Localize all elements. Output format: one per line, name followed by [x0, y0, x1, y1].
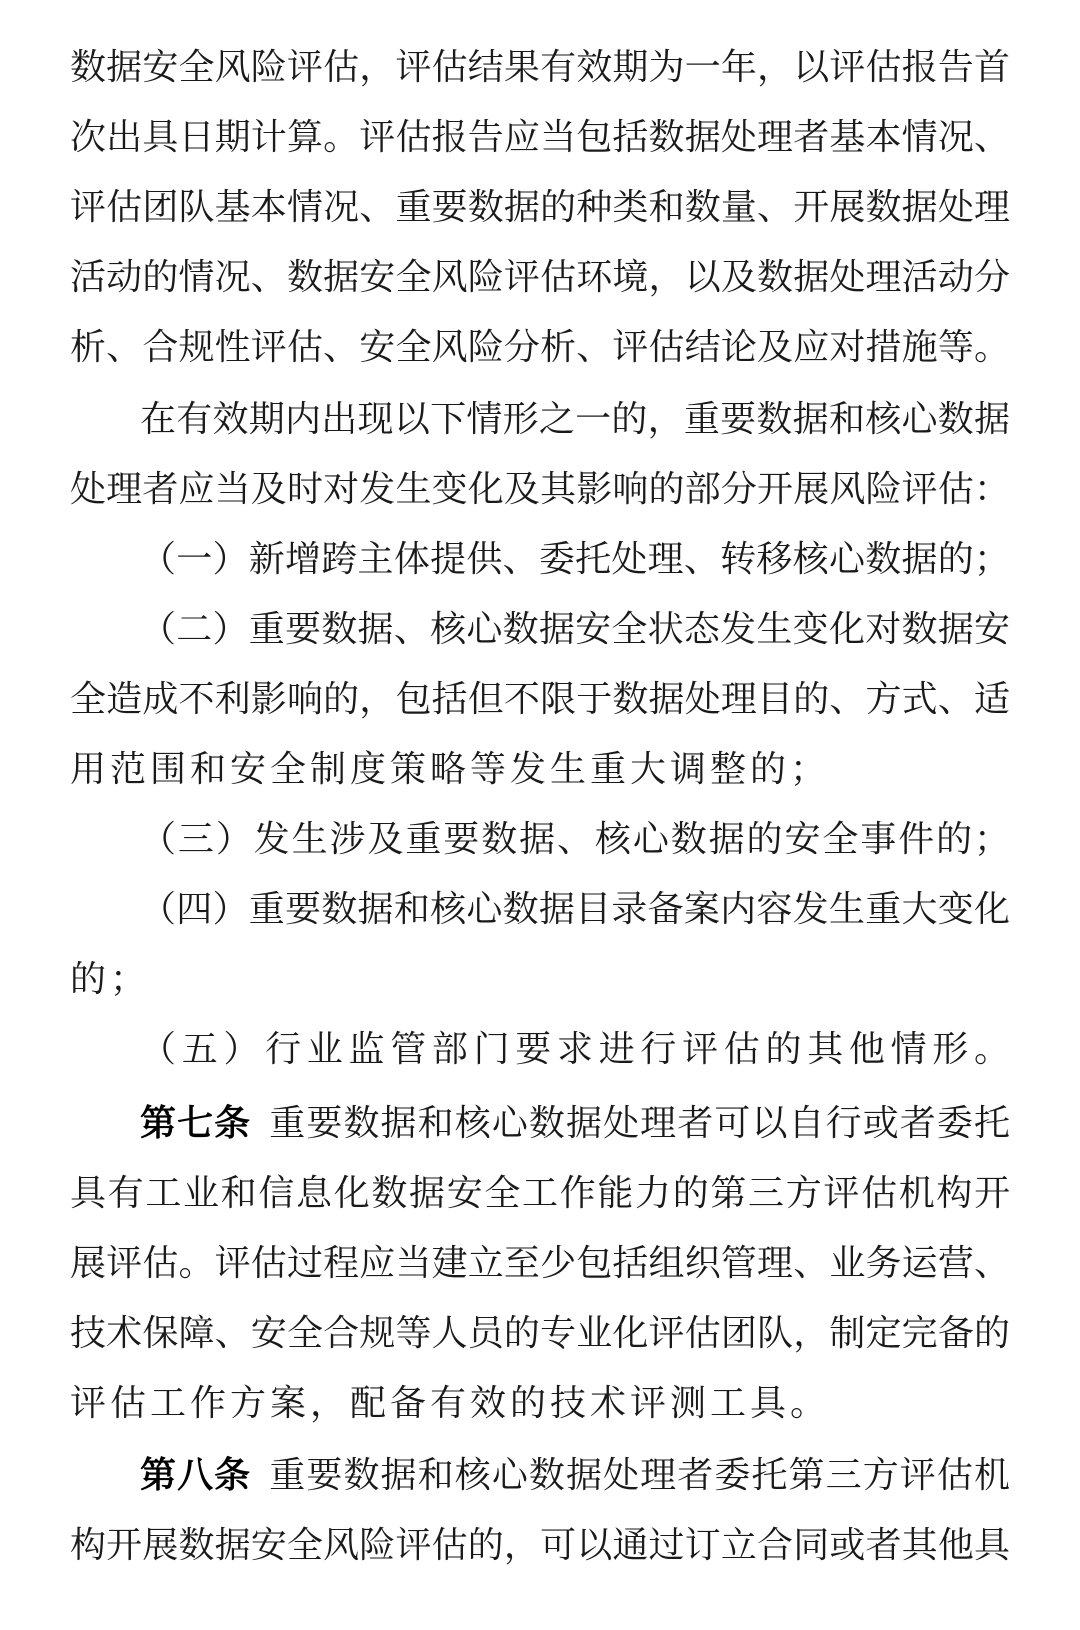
list-item	[0, 524, 1080, 596]
list-item	[0, 874, 1080, 946]
text-line-content: 具有工业和信息化数据安全工作能力的第三方评估机构开	[70, 1173, 1012, 1214]
article-7-first-line	[140, 1088, 1011, 1160]
text-line	[0, 102, 1080, 174]
article-7-label: 第七条	[140, 1103, 252, 1144]
text-line-content: 活动的情况、数据安全风险评估环境，以及数据处理活动分	[70, 257, 1011, 298]
text-line	[0, 1368, 1080, 1440]
text-line	[0, 1510, 1080, 1582]
text-line	[0, 1228, 1080, 1300]
list-item-content: （五）行业监管部门要求进行评估的其他情形。	[140, 1029, 1016, 1070]
text-line-content: 析、合规性评估、安全风险分析、评估结论及应对措施等。	[70, 327, 1011, 368]
list-item	[0, 804, 1080, 876]
text-line-content: 用范围和安全制度策略等发生重大调整的；	[70, 749, 831, 790]
text-line	[0, 172, 1080, 244]
text-line-content: 全造成不利影响的，包括但不限于数据处理目的、方式、适	[70, 679, 1011, 720]
text-line	[0, 944, 1080, 1016]
text-line-content: 的；	[70, 959, 151, 1000]
text-line	[0, 664, 1080, 736]
text-line	[0, 1158, 1080, 1230]
text-line-content: 评估团队基本情况、重要数据的种类和数量、开展数据处理	[70, 187, 1011, 228]
article-8-first-line	[140, 1440, 1011, 1512]
list-item	[0, 1014, 1080, 1086]
text-line-content: 展评估。评估过程应当建立至少包括组织管理、业务运营、	[70, 1243, 1011, 1284]
list-item	[0, 594, 1080, 666]
text-line	[0, 384, 1080, 456]
text-line-content: 重要数据和核心数据处理者委托第三方评估机	[269, 1455, 1012, 1496]
list-item-content: （四）重要数据和核心数据目录备案内容发生重大变化	[140, 889, 1011, 930]
text-line-content: 重要数据和核心数据处理者可以自行或者委托	[269, 1103, 1012, 1144]
text-line	[0, 454, 1080, 526]
text-line-content: 数据安全风险评估，评估结果有效期为一年，以评估报告首	[70, 47, 1011, 88]
text-line-content: 评估工作方案，配备有效的技术评测工具。	[70, 1383, 831, 1424]
text-line-content: 处理者应当及时对发生变化及其影响的部分开展风险评估：	[70, 469, 1011, 510]
article-8-label: 第八条	[140, 1455, 252, 1496]
list-item-content: （一）新增跨主体提供、委托处理、转移核心数据的；	[140, 539, 1011, 580]
text-line	[0, 734, 1080, 806]
list-item-content: （二）重要数据、核心数据安全状态发生变化对数据安	[140, 609, 1011, 650]
text-line-content: 构开展数据安全风险评估的，可以通过订立合同或者其他具	[70, 1525, 1011, 1566]
article-7-paragraph	[0, 1088, 1080, 1160]
text-line	[0, 312, 1080, 384]
text-line	[0, 32, 1080, 104]
text-line-content: 次出具日期计算。评估报告应当包括数据处理者基本情况、	[70, 117, 1011, 158]
list-item-content: （三）发生涉及重要数据、核心数据的安全事件的；	[140, 819, 1012, 860]
article-8-paragraph	[0, 1440, 1080, 1512]
text-line-content: 在有效期内出现以下情形之一的，重要数据和核心数据	[140, 399, 1011, 440]
text-line	[0, 1298, 1080, 1370]
text-line-content: 技术保障、安全合规等人员的专业化评估团队，制定完备的	[70, 1313, 1011, 1354]
text-line	[0, 242, 1080, 314]
